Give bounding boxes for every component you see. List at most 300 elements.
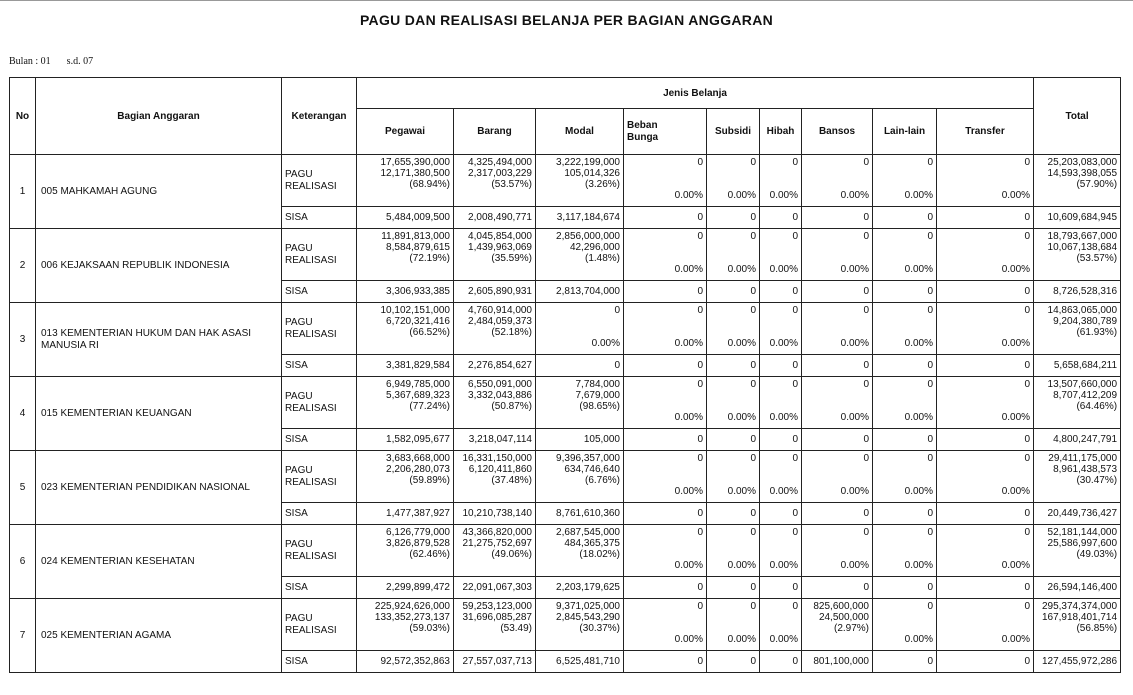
pagu-value: 0 xyxy=(792,527,798,538)
sisa-value: 0 xyxy=(873,503,937,525)
value-cell xyxy=(624,525,707,577)
sisa-value: 0 xyxy=(707,355,760,377)
bagian-anggaran-name: 005 MAHKAMAH AGUNG xyxy=(36,155,282,229)
sisa-value: 0 xyxy=(624,651,707,673)
realisasi-label: REALISASI xyxy=(285,328,337,340)
table-row-pagu xyxy=(10,229,1121,281)
value-cell xyxy=(760,229,802,281)
sisa-value: 2,299,899,472 xyxy=(357,577,454,599)
row-number: 6 xyxy=(10,525,36,599)
sisa-value: 105,000 xyxy=(536,429,624,451)
value-cell xyxy=(802,155,873,207)
keterangan-cell xyxy=(282,155,357,207)
pagu-value: 0 xyxy=(750,527,756,538)
sisa-value: 0 xyxy=(802,355,873,377)
realisasi-percent: 0.00% xyxy=(727,634,756,645)
sisa-value: 0 xyxy=(624,429,707,451)
pagu-label: PAGU xyxy=(285,538,313,550)
sisa-value: 0 xyxy=(873,429,937,451)
keterangan-cell xyxy=(282,599,357,651)
pagu-value: 0 xyxy=(863,157,869,168)
realisasi-value: 2,484,059,373 xyxy=(468,316,532,327)
realisasi-value: 7,679,000 xyxy=(575,390,620,401)
sisa-value: 0 xyxy=(873,207,937,229)
sisa-value: 0 xyxy=(937,281,1034,303)
pagu-value: 0 xyxy=(863,231,869,242)
period-label xyxy=(9,56,109,67)
sisa-value: 0 xyxy=(760,207,802,229)
pagu-value: 25,203,083,000 xyxy=(1047,157,1118,168)
realisasi-value: 2,206,280,073 xyxy=(386,464,450,475)
value-cell xyxy=(536,599,624,651)
pagu-value: 0 xyxy=(927,379,933,390)
realisasi-percent: (72.19%) xyxy=(409,253,450,264)
sisa-label: SISA xyxy=(282,429,357,451)
pagu-value: 0 xyxy=(792,453,798,464)
value-cell xyxy=(454,303,536,355)
pagu-value: 6,550,091,000 xyxy=(468,379,532,390)
realisasi-percent: 0.00% xyxy=(1001,264,1031,275)
sisa-value: 0 xyxy=(873,355,937,377)
realisasi-percent: 0.00% xyxy=(727,264,756,275)
realisasi-percent: (6.76%) xyxy=(584,475,620,486)
value-cell xyxy=(1034,303,1121,355)
realisasi-percent: 0.00% xyxy=(674,634,703,645)
realisasi-percent: 0.00% xyxy=(1001,338,1031,349)
realisasi-label: REALISASI xyxy=(285,624,337,636)
realisasi-value: 24,500,000 xyxy=(818,612,869,623)
header-total: Total xyxy=(1034,78,1121,155)
sisa-value: 8,726,528,316 xyxy=(1034,281,1121,303)
realisasi-percent: 0.00% xyxy=(769,264,798,275)
value-cell xyxy=(937,599,1034,651)
value-cell xyxy=(707,377,760,429)
value-cell xyxy=(357,377,454,429)
realisasi-percent: (3.26%) xyxy=(584,179,620,190)
value-cell xyxy=(937,155,1034,207)
realisasi-percent: 0.00% xyxy=(840,264,869,275)
sisa-value: 0 xyxy=(937,577,1034,599)
sisa-value: 0 xyxy=(802,503,873,525)
sisa-value: 0 xyxy=(624,207,707,229)
pagu-value: 3,683,668,000 xyxy=(386,453,450,464)
pagu-value: 59,253,123,000 xyxy=(462,601,532,612)
realisasi-percent: (59.03%) xyxy=(409,623,450,634)
sisa-value: 0 xyxy=(873,651,937,673)
pagu-value: 0 xyxy=(792,157,798,168)
value-cell xyxy=(937,377,1034,429)
sisa-value: 0 xyxy=(760,355,802,377)
realisasi-percent: 0.00% xyxy=(727,338,756,349)
pagu-value: 0 xyxy=(750,601,756,612)
realisasi-percent: 0.00% xyxy=(840,486,869,497)
sisa-value: 0 xyxy=(802,577,873,599)
realisasi-percent: 0.00% xyxy=(727,190,756,201)
sisa-value: 0 xyxy=(707,503,760,525)
realisasi-value: 9,204,380,789 xyxy=(1053,316,1118,327)
realisasi-percent: 0.00% xyxy=(674,412,703,423)
sisa-value: 0 xyxy=(937,429,1034,451)
realisasi-value: 31,696,085,287 xyxy=(462,612,532,623)
row-number: 2 xyxy=(10,229,36,303)
bagian-anggaran-name: 013 KEMENTERIAN HUKUM DAN HAK ASASI MANUSIA RI xyxy=(36,303,282,377)
value-cell xyxy=(454,599,536,651)
realisasi-percent: (49.03%) xyxy=(1076,549,1118,560)
pagu-value: 295,374,374,000 xyxy=(1041,601,1118,612)
realisasi-value: 3,332,043,886 xyxy=(468,390,532,401)
pagu-value: 0 xyxy=(1024,527,1031,538)
value-cell xyxy=(536,155,624,207)
realisasi-percent: 0.00% xyxy=(769,412,798,423)
value-cell xyxy=(937,525,1034,577)
realisasi-value: 14,593,398,055 xyxy=(1047,168,1118,179)
value-cell xyxy=(760,303,802,355)
realisasi-percent: (52.18%) xyxy=(491,327,532,338)
table-body xyxy=(10,155,1121,673)
pagu-value: 0 xyxy=(697,379,703,390)
realisasi-percent: 0.00% xyxy=(904,264,933,275)
pagu-value: 0 xyxy=(1024,601,1031,612)
value-cell xyxy=(760,599,802,651)
realisasi-percent: (66.52%) xyxy=(409,327,450,338)
value-cell xyxy=(802,525,873,577)
sisa-value: 0 xyxy=(624,355,707,377)
pagu-value: 18,793,667,000 xyxy=(1047,231,1118,242)
sisa-value: 801,100,000 xyxy=(802,651,873,673)
sisa-value: 127,455,972,286 xyxy=(1034,651,1121,673)
pagu-label: PAGU xyxy=(285,464,313,476)
value-cell xyxy=(454,155,536,207)
realisasi-value: 8,961,438,573 xyxy=(1053,464,1118,475)
pagu-value: 2,687,545,000 xyxy=(556,527,620,538)
realisasi-percent: 0.00% xyxy=(769,190,798,201)
value-cell xyxy=(1034,525,1121,577)
sisa-value: 0 xyxy=(873,281,937,303)
realisasi-percent: (53.57%) xyxy=(1076,253,1118,264)
sisa-value: 5,658,684,211 xyxy=(1034,355,1121,377)
realisasi-label: REALISASI xyxy=(285,402,337,414)
sisa-value: 0 xyxy=(624,577,707,599)
sisa-value: 3,381,829,584 xyxy=(357,355,454,377)
pagu-label: PAGU xyxy=(285,168,313,180)
keterangan-cell xyxy=(282,229,357,281)
pagu-value: 0 xyxy=(1024,231,1031,242)
realisasi-percent: 0.00% xyxy=(591,338,620,349)
budget-table xyxy=(9,77,1121,673)
realisasi-percent: (37.48%) xyxy=(491,475,532,486)
sisa-value: 0 xyxy=(707,577,760,599)
realisasi-label: REALISASI xyxy=(285,550,337,562)
value-cell xyxy=(873,229,937,281)
bagian-anggaran-name: 023 KEMENTERIAN PENDIDIKAN NASIONAL xyxy=(36,451,282,525)
header-transfer: Transfer xyxy=(937,109,1034,155)
realisasi-percent: 0.00% xyxy=(1001,412,1031,423)
sisa-value: 0 xyxy=(624,503,707,525)
sisa-value: 5,484,009,500 xyxy=(357,207,454,229)
realisasi-percent: (68.94%) xyxy=(409,179,450,190)
value-cell xyxy=(1034,451,1121,503)
realisasi-value: 2,317,003,229 xyxy=(468,168,532,179)
pagu-value: 0 xyxy=(927,305,933,316)
bagian-anggaran-name: 024 KEMENTERIAN KESEHATAN xyxy=(36,525,282,599)
value-cell xyxy=(707,451,760,503)
realisasi-percent: 0.00% xyxy=(674,264,703,275)
realisasi-percent: (53.49) xyxy=(500,623,532,634)
realisasi-percent: 0.00% xyxy=(727,412,756,423)
realisasi-percent: 0.00% xyxy=(904,190,933,201)
value-cell xyxy=(1034,155,1121,207)
sisa-value: 2,203,179,625 xyxy=(536,577,624,599)
sisa-value: 6,525,481,710 xyxy=(536,651,624,673)
pagu-value: 0 xyxy=(927,157,933,168)
value-cell xyxy=(357,303,454,355)
pagu-value: 6,126,779,000 xyxy=(386,527,450,538)
sisa-value: 8,761,610,360 xyxy=(536,503,624,525)
realisasi-value: 8,584,879,615 xyxy=(386,242,450,253)
sisa-label: SISA xyxy=(282,207,357,229)
realisasi-percent: 0.00% xyxy=(840,338,869,349)
value-cell xyxy=(937,303,1034,355)
sisa-value: 1,582,095,677 xyxy=(357,429,454,451)
value-cell xyxy=(1034,229,1121,281)
value-cell xyxy=(536,525,624,577)
realisasi-value: 12,171,380,500 xyxy=(380,168,450,179)
sisa-value: 0 xyxy=(707,429,760,451)
pagu-value: 0 xyxy=(614,305,620,316)
realisasi-value: 5,367,689,323 xyxy=(386,390,450,401)
pagu-value: 17,655,390,000 xyxy=(380,157,450,168)
value-cell xyxy=(707,525,760,577)
pagu-value: 0 xyxy=(1024,305,1031,316)
realisasi-value: 42,296,000 xyxy=(569,242,620,253)
value-cell xyxy=(802,377,873,429)
bagian-anggaran-name: 015 KEMENTERIAN KEUANGAN xyxy=(36,377,282,451)
pagu-value: 0 xyxy=(863,379,869,390)
sisa-value: 0 xyxy=(873,577,937,599)
realisasi-percent: (30.37%) xyxy=(579,623,620,634)
row-number: 7 xyxy=(10,599,36,673)
header-bagian: Bagian Anggaran xyxy=(36,78,282,155)
header-barang: Barang xyxy=(454,109,536,155)
value-cell xyxy=(707,599,760,651)
pagu-value: 16,331,150,000 xyxy=(462,453,532,464)
sisa-label: SISA xyxy=(282,355,357,377)
pagu-value: 10,102,151,000 xyxy=(380,305,450,316)
sisa-value: 2,008,490,771 xyxy=(454,207,536,229)
value-cell xyxy=(802,451,873,503)
realisasi-percent: (18.02%) xyxy=(579,549,620,560)
sisa-value: 1,477,387,927 xyxy=(357,503,454,525)
realisasi-percent: 0.00% xyxy=(727,486,756,497)
pagu-value: 11,891,813,000 xyxy=(381,231,450,242)
realisasi-percent: (56.85%) xyxy=(1076,623,1118,634)
sisa-value: 4,800,247,791 xyxy=(1034,429,1121,451)
realisasi-value: 634,746,640 xyxy=(564,464,620,475)
sisa-value: 2,813,704,000 xyxy=(536,281,624,303)
value-cell xyxy=(707,303,760,355)
realisasi-percent: (50.87%) xyxy=(491,401,532,412)
realisasi-value: 25,586,997,600 xyxy=(1047,538,1118,549)
sisa-value: 0 xyxy=(707,651,760,673)
value-cell xyxy=(624,155,707,207)
realisasi-value: 105,014,326 xyxy=(564,168,620,179)
value-cell xyxy=(1034,599,1121,651)
pagu-value: 0 xyxy=(697,305,703,316)
realisasi-percent: 0.00% xyxy=(674,486,703,497)
value-cell xyxy=(873,451,937,503)
sisa-value: 0 xyxy=(536,355,624,377)
value-cell xyxy=(536,229,624,281)
value-cell xyxy=(760,155,802,207)
value-cell xyxy=(454,377,536,429)
value-cell xyxy=(624,599,707,651)
table-row-pagu xyxy=(10,303,1121,355)
realisasi-percent: 0.00% xyxy=(769,634,798,645)
realisasi-percent: 0.00% xyxy=(904,560,933,571)
sisa-label: SISA xyxy=(282,651,357,673)
realisasi-value: 484,365,375 xyxy=(564,538,620,549)
realisasi-percent: (1.48%) xyxy=(584,253,620,264)
pagu-value: 0 xyxy=(863,453,869,464)
value-cell xyxy=(624,377,707,429)
sisa-value: 0 xyxy=(937,503,1034,525)
keterangan-cell xyxy=(282,451,357,503)
pagu-value: 0 xyxy=(792,379,798,390)
sisa-value: 0 xyxy=(937,207,1034,229)
sisa-value: 3,218,047,114 xyxy=(454,429,536,451)
realisasi-percent: 0.00% xyxy=(769,486,798,497)
realisasi-percent: 0.00% xyxy=(1001,634,1031,645)
pagu-value: 0 xyxy=(750,231,756,242)
value-cell xyxy=(357,525,454,577)
value-cell xyxy=(357,599,454,651)
realisasi-label: REALISASI xyxy=(285,476,337,488)
header-lain-lain: Lain-lain xyxy=(873,109,937,155)
pagu-value: 0 xyxy=(927,453,933,464)
pagu-value: 0 xyxy=(927,527,933,538)
pagu-value: 3,222,199,000 xyxy=(556,157,620,168)
pagu-value: 0 xyxy=(697,231,703,242)
realisasi-percent: 0.00% xyxy=(727,560,756,571)
header-no: No xyxy=(10,78,36,155)
sisa-value: 0 xyxy=(760,503,802,525)
realisasi-label: REALISASI xyxy=(285,254,337,266)
sisa-value: 0 xyxy=(802,207,873,229)
value-cell xyxy=(536,451,624,503)
value-cell xyxy=(760,451,802,503)
pagu-value: 0 xyxy=(927,231,933,242)
sisa-label: SISA xyxy=(282,577,357,599)
realisasi-value: 10,067,138,684 xyxy=(1047,242,1118,253)
sisa-value: 0 xyxy=(707,281,760,303)
pagu-value: 0 xyxy=(697,527,703,538)
pagu-value: 0 xyxy=(750,379,756,390)
value-cell xyxy=(357,229,454,281)
value-cell xyxy=(624,451,707,503)
value-cell xyxy=(760,525,802,577)
value-cell xyxy=(357,155,454,207)
header-subsidi: Subsidi xyxy=(707,109,760,155)
sisa-value: 2,605,890,931 xyxy=(454,281,536,303)
value-cell xyxy=(454,229,536,281)
pagu-value: 0 xyxy=(697,453,703,464)
pagu-label: PAGU xyxy=(285,316,313,328)
sisa-value: 26,594,146,400 xyxy=(1034,577,1121,599)
pagu-value: 0 xyxy=(792,601,798,612)
realisasi-percent: 0.00% xyxy=(769,338,798,349)
keterangan-cell xyxy=(282,303,357,355)
sisa-value: 27,557,037,713 xyxy=(454,651,536,673)
value-cell xyxy=(357,451,454,503)
realisasi-value: 1,439,963,069 xyxy=(468,242,532,253)
header-pegawai: Pegawai xyxy=(357,109,454,155)
realisasi-value: 167,918,401,714 xyxy=(1041,612,1118,623)
realisasi-percent: 0.00% xyxy=(1001,560,1031,571)
realisasi-value: 133,352,273,137 xyxy=(374,612,450,623)
realisasi-percent: (64.46%) xyxy=(1076,401,1118,412)
realisasi-percent: (35.59%) xyxy=(491,253,532,264)
table-row-pagu xyxy=(10,451,1121,503)
pagu-value: 0 xyxy=(750,305,756,316)
pagu-value: 29,411,175,000 xyxy=(1048,453,1118,464)
realisasi-value: 6,120,411,860 xyxy=(468,464,532,475)
realisasi-percent: 0.00% xyxy=(840,190,869,201)
realisasi-value: 8,707,412,209 xyxy=(1053,390,1118,401)
realisasi-percent: 0.00% xyxy=(840,560,869,571)
value-cell xyxy=(937,451,1034,503)
pagu-value: 0 xyxy=(697,601,703,612)
period-month: Bulan : 01 xyxy=(9,56,51,67)
sisa-value: 0 xyxy=(802,429,873,451)
bagian-anggaran-name: 025 KEMENTERIAN AGAMA xyxy=(36,599,282,673)
pagu-value: 0 xyxy=(1024,453,1031,464)
pagu-value: 0 xyxy=(863,527,869,538)
realisasi-percent: (59.89%) xyxy=(409,475,450,486)
value-cell xyxy=(873,377,937,429)
pagu-value: 14,863,065,000 xyxy=(1047,305,1118,316)
value-cell xyxy=(454,525,536,577)
pagu-value: 0 xyxy=(863,305,869,316)
realisasi-percent: 0.00% xyxy=(840,412,869,423)
sisa-value: 92,572,352,863 xyxy=(357,651,454,673)
page-title: PAGU DAN REALISASI BELANJA PER BAGIAN ANGGARAN xyxy=(359,12,774,28)
sisa-value: 0 xyxy=(937,651,1034,673)
value-cell xyxy=(937,229,1034,281)
pagu-value: 825,600,000 xyxy=(813,601,869,612)
sisa-label: SISA xyxy=(282,503,357,525)
realisasi-percent: 0.00% xyxy=(674,560,703,571)
value-cell xyxy=(760,377,802,429)
sisa-value: 0 xyxy=(760,577,802,599)
realisasi-value: 21,275,752,697 xyxy=(462,538,532,549)
pagu-value: 0 xyxy=(750,453,756,464)
value-cell xyxy=(624,303,707,355)
value-cell xyxy=(873,525,937,577)
row-number: 1 xyxy=(10,155,36,229)
sisa-value: 0 xyxy=(760,281,802,303)
sisa-value: 20,449,736,427 xyxy=(1034,503,1121,525)
realisasi-percent: 0.00% xyxy=(674,338,703,349)
header-modal: Modal xyxy=(536,109,624,155)
table-row-pagu xyxy=(10,377,1121,429)
pagu-value: 0 xyxy=(1024,157,1031,168)
realisasi-percent: 0.00% xyxy=(1001,190,1031,201)
value-cell xyxy=(1034,377,1121,429)
realisasi-percent: (2.97%) xyxy=(833,623,869,634)
pagu-value: 0 xyxy=(792,231,798,242)
pagu-value: 0 xyxy=(927,601,933,612)
sisa-value: 10,210,738,140 xyxy=(454,503,536,525)
